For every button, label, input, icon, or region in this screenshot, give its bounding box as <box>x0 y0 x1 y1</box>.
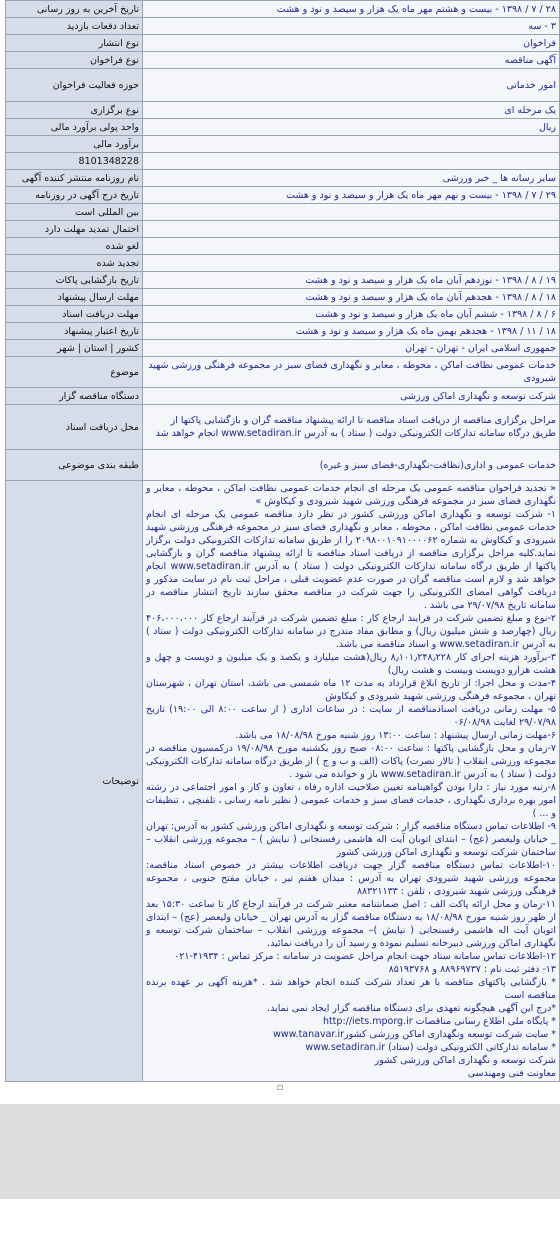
detail-row <box>6 52 560 69</box>
detail-value: آگهی مناقصه <box>143 52 560 69</box>
footer-spacer <box>0 1082 560 1104</box>
detail-label: برآورد مالی <box>6 136 143 153</box>
detail-label: طبقه بندی موضوعی <box>6 450 143 481</box>
detail-row <box>6 221 560 238</box>
detail-label: بین المللی است <box>6 204 143 221</box>
detail-value: ۲۹ / ۷ / ۱۳۹۸ - بیست و نهم مهر ماه یک هزار و سیصد و نود و هشت <box>143 187 560 204</box>
detail-label: مهلت ارسال پیشنهاد <box>6 289 143 306</box>
detail-row <box>6 450 560 481</box>
detail-label: حوزه فعالیت فراخوان <box>6 69 143 102</box>
detail-value: ۶ / ۸ / ۱۳۹۸ - ششم آبان ماه یک هزار و سیصد و نود و هشت <box>143 306 560 323</box>
detail-label: تعداد دفعات بازدید <box>6 18 143 35</box>
description-line: ۱۲-اطلاعات تماس سامانه ستاد جهت انجام مراحل عضویت در سامانه : مرکز تماس : ۴۱۹۳۴-۰۲۱ <box>174 951 556 962</box>
detail-row <box>6 170 560 187</box>
description-line: ۵- مهلت زمانی دریافت اسنادمناقصه از سایت : در ساعات اداری ( از ساعت ۸:۰۰ الی ۱۹:۰۰) تاریخ ۲۹/۰۷/۹۸ لغایت ۰۶/۰۸/۹۸ <box>146 704 556 728</box>
detail-value: امور خدماتی <box>143 69 560 102</box>
description-line: ۱- شرکت توسعه و نگهداری اماکن ورزشی کشور در نظر دارد مناقصه عمومی یک مرحله ای انجام خدمات عمومی نظافت اماکن ، محوطه ، معابر و نگهداری فضای سبز در مجموعه فرهنگی ورزشی شهید شیرودی و کیکاوش به شماره ۲۰۹۸۰۰۱۰۹۱۰۰۰۰۶۲ را از طریق سامانه تدارکات الکترونیکی دولت برگزار نماید.کلیه مراحل برگزاری مناقصه از دریافت اسناد مناقصه تا ارائه پیشنهاد مناقصه گران و بازگشایی پاکتها از طریق درگاه سامانه تدارکات الکترونیکی دولت ( ستاد ) به آدرس www.setadiran.ir انجام خواهد شد و لازم است مناقصه گران در صورت عدم عضویت قبلی ، مراحل ثبت نام در سایت مذکور و دریافت گواهی امضای الکترونیکی را جهت شرکت در مناقصه محقق سازند تاریخ انتشار مناقصه در سامانه تاریخ ۲۹/۰۷/۹۸ می باشد . <box>146 509 556 611</box>
detail-value: شرکت توسعه و نگهداری اماکن ورزشی <box>143 388 560 405</box>
description-line: *درج این آگهی هیچگونه تعهدی برای دستگاه مناقصه گزار ایجاد نمی نماید. <box>267 1003 556 1014</box>
detail-value <box>143 136 560 153</box>
description-line: ۲-نوع و مبلغ تضمین شرکت در فرایند ارجاع کار : مبلغ تضمین شرکت در فرآیند ارجاع کار ۴۰۶،۰۰۰،۰۰۰ ریال (چهارصد و شش میلیون ریال) و مطابق مفاد مندرج در سامانه تدارکات الکترونیکی دولت ( ستاد ) به آدرس www.setadiran.ir و اسناد مناقصه می باشد. <box>146 613 556 650</box>
description-line: ۱۰-اطلاعات تماس دستگاه مناقصه گزار جهت دریافت اطلاعات بیشتر در خصوص اسناد مناقصه: مجموعه ورزشی شهید شیرودی تهران به آدرس : میدان هفتم تیر ، خیابان مفتح جنوبی ، مجموعه فرهنگی ورزشی شهید شیرودی ، تلفن : ۸۸۳۲۱۱۳۳ <box>146 860 556 897</box>
detail-value: مراحل برگزاری مناقصه از دریافت اسناد مناقصه تا ارائه پیشنهاد مناقصه گران و بازگشایی پاکتها از طریق درگاه سامانه تدارکات الکترونیکی دولت ( ستاد ) به آدرس www.setadiran.ir انجام خواهد شد <box>143 405 560 450</box>
detail-label: تاریخ اعتبار پیشنهاد <box>6 323 143 340</box>
detail-row <box>6 388 560 405</box>
description-line: ۱۳- دفتر ثبت نام : ۸۸۹۶۹۷۳۷ و ۸۵۱۹۳۷۶۸ <box>388 964 556 975</box>
detail-label: مهلت دریافت اسناد <box>6 306 143 323</box>
description-line: ۴-مدت و محل اجرا: از تاریخ ابلاغ قرارداد به مدت ۱۲ ماه شمسی می باشد، استان تهران ، شهرستان تهران ، مجموعه فرهنگی ورزشی شهید شیرودی و کیکاوش <box>146 678 556 702</box>
detail-row <box>6 102 560 119</box>
detail-row <box>6 1 560 18</box>
detail-row <box>6 306 560 323</box>
description-line: ۳-برآورد هزینه اجرای کار ۸٫۱۰۱٫۲۴۸٫۲۲۸ ریال(هشت میلیارد و یکصد و یک میلیون و دویست و چهل و هشت هزارو دویست وبیست و هشت ریال) <box>146 652 556 676</box>
description-line: * بازگشایی پاکتهای مناقصه با هر تعداد شرکت کننده انجام خواهد شد . *هزینه آگهی بر عهده برنده مناقصه است <box>146 977 556 1001</box>
detail-row <box>6 119 560 136</box>
description-line: * سامانه تدارکاتی الکترونیکی دولت (ستاد) www.setadiran.ir <box>305 1042 556 1053</box>
detail-row <box>6 187 560 204</box>
detail-row <box>6 136 560 153</box>
detail-value: جمهوری اسلامی ایران - تهران - تهران <box>143 340 560 357</box>
detail-value: ۱۸ / ۱۱ / ۱۳۹۸ - هجدهم بهمن ماه یک هزار و سیصد و نود و هشت <box>143 323 560 340</box>
detail-value: ۱۸ / ۸ / ۱۳۹۸ - هجدهم آبان ماه یک هزار و سیصد و نود و هشت <box>143 289 560 306</box>
bullet-icon: ▫ <box>276 1082 284 1093</box>
detail-row <box>6 357 560 388</box>
detail-row <box>6 405 560 450</box>
detail-row <box>6 289 560 306</box>
detail-row <box>6 204 560 221</box>
description-line: ۸-رتبه مورد نیاز : دارا بودن گواهینامه تعیین صلاحیت اداره رفاه ، تعاون و کار و امور اجتماعی در رشته امور بهره برداری نگهداری ، خدمات فضای سبز و خدمات عمومی ( نظیر نامه رسانی ، تلفنچی ، تنظیفات و ... ) <box>146 782 556 819</box>
description-lines <box>146 482 556 1080</box>
detail-value: سایر رسانه ها _ خبر ورزشی <box>143 170 560 187</box>
detail-row <box>6 18 560 35</box>
detail-label: 8101348228 <box>6 153 143 170</box>
detail-label: دستگاه مناقصه گزار <box>6 388 143 405</box>
description-line: « تجدید فراخوان مناقصه عمومی یک مرحله ای انجام خدمات عمومی نظافت اماکن ، محوطه ، معابر و نگهداری فضای سبز در مجموعه فرهنگی ورزشی شهید شیرودی و کیکاوش » <box>146 483 556 507</box>
description-line: معاونت فنی ومهندسی <box>467 1068 556 1079</box>
detail-value <box>143 238 560 255</box>
page-footer <box>0 1104 560 1199</box>
detail-value: ۳ - سه <box>143 18 560 35</box>
detail-value <box>143 153 560 170</box>
detail-row <box>6 35 560 52</box>
detail-value: ۲۸ / ۷ / ۱۳۹۸ - بیست و هشتم مهر ماه یک هزار و سیصد و نود و هشت <box>143 1 560 18</box>
description-line: * سایت شرکت توسعه ونگهداری اماکن ورزشی کشورwww.tanavar.ir <box>273 1029 556 1040</box>
description-line: ۹- اطلاعات تماس دستگاه مناقصه گزار : شرکت توسعه و نگهداری اماکن ورزشی کشور به آدرس: تهران _ خیابان ولیعصر (عج) – ابتدای اتوبان آیت اله هاشمی رفسنجانی ( نیایش ) – مجموعه ورزشی انقلاب – ساختمان شرکت توسعه و نگهداری اماکن ورزشی کشور <box>146 821 556 858</box>
description-value <box>143 481 560 1082</box>
description-line: ۷-زمان و محل بازگشایی پاکتها : ساعت ۰۸:۰۰ صبح روز یکشنبه مورخ ۱۹/۰۸/۹۸ درکمسیون مناقصه در مجموعه ورزشی انقلاب ( تالار نصرت) پاکات (الف و ب و ج ) از طریق درگاه سامانه تدارکات الکترونیکی دولت ( ستاد ) به آدرس www.setadiran.ir باز و خوانده می شود . <box>146 743 556 780</box>
detail-row <box>6 340 560 357</box>
detail-value <box>143 204 560 221</box>
description-label: توضیحات <box>6 481 143 1082</box>
detail-label: احتمال تمدید مهلت دارد <box>6 221 143 238</box>
detail-row <box>6 153 560 170</box>
detail-label: واحد پولی برآورد مالی <box>6 119 143 136</box>
description-line: * پایگاه ملی اطلاع رسانی مناقصات http://iets.mporg.ir <box>322 1016 556 1027</box>
detail-value <box>143 221 560 238</box>
description-line: ۶-مهلت زمانی ارسال پیشنهاد : ساعت ۱۳:۰۰ روز شنبه مورخ ۱۸/۰۸/۹۸ می باشد. <box>235 730 556 741</box>
tender-rows <box>6 1 560 481</box>
description-line: شرکت توسعه و نگهداری اماکن ورزشی کشور <box>374 1055 556 1066</box>
detail-label: نام روزنامه منتشر کننده آگهی <box>6 170 143 187</box>
tender-details-table <box>5 0 560 1082</box>
detail-row <box>6 272 560 289</box>
description-row <box>6 481 560 1082</box>
detail-label: تاریخ درج آگهی در روزنامه <box>6 187 143 204</box>
detail-value: ریال <box>143 119 560 136</box>
detail-row <box>6 238 560 255</box>
detail-label: موضوع <box>6 357 143 388</box>
detail-value: ۱۹ / ۸ / ۱۳۹۸ - نوزدهم آبان ماه یک هزار و سیصد و نود و هشت <box>143 272 560 289</box>
detail-row <box>6 69 560 102</box>
detail-row <box>6 323 560 340</box>
detail-value: فراخوان <box>143 35 560 52</box>
description-line: ۱۱-زمان و محل ارائه پاکت الف : اصل ضمانتنامه معتبر شرکت در فرآیند ارجاع کار تا ساعت ۱۵:۳۰ بعد از ظهر روز شنبه مورخ ۱۸/۰۸/۹۸ به دستگاه مناقصه گزار به آدرس تهران _ خیابان ولیعصر (عج) – ابتدای اتوبان آیت اله هاشمی رفسنجانی ( نیایش )– مجموعه ورزشی انقلاب – ساختمان شرکت توسعه و نگهداری اماکن ورزشی دبیرخانه تسلیم نموده و رسید آن را دریافت نمائید. <box>146 899 556 949</box>
detail-label: تاریخ آخرین به روز رسانی <box>6 1 143 18</box>
detail-label: نوع فراخوان <box>6 52 143 69</box>
detail-value: خدمات عمومی و اداری(نظافت-نگهداری-فضای سبز و غیره) <box>143 450 560 481</box>
detail-label: کشور | استان | شهر <box>6 340 143 357</box>
detail-label: نوع انتشار <box>6 35 143 52</box>
detail-row <box>6 255 560 272</box>
detail-label: نوع برگزاری <box>6 102 143 119</box>
detail-label: محل دریافت اسناد <box>6 405 143 450</box>
detail-label: لغو شده <box>6 238 143 255</box>
detail-value: خدمات عمومی نظافت اماکن ، محوطه ، معابر و نگهداری فضای سبز در مجموعه فرهنگی ورزشی شهید شیرودی <box>143 357 560 388</box>
detail-label: تاریخ بازگشایی پاکات <box>6 272 143 289</box>
detail-value <box>143 255 560 272</box>
detail-value: یک مرحله ای <box>143 102 560 119</box>
detail-label: تجدید شده <box>6 255 143 272</box>
